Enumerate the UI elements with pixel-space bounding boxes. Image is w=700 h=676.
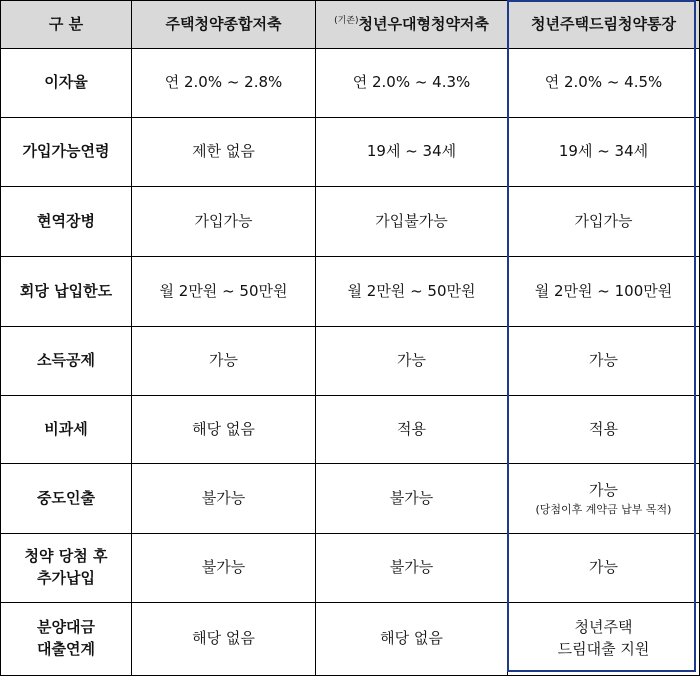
header-col1-label: 주택청약종합저축: [165, 14, 282, 33]
table-cell: 해당 없음: [132, 603, 316, 676]
table-cell: 가입가능: [508, 187, 700, 257]
header-col2-label: 청년우대형청약저축: [358, 14, 489, 33]
header-youth-housing-dream-account: [508, 1, 700, 49]
table-cell: 적용: [508, 396, 700, 464]
table-cell: 가입불가능: [316, 187, 508, 257]
cell-value-line1: 청년주택: [574, 618, 633, 637]
table-cell: 연 2.0% ~ 4.5%: [508, 49, 700, 118]
table-row: [1, 603, 700, 676]
row-label-income-deduction: 소득공제: [1, 327, 132, 396]
row-label-eligible-age: 가입가능연령: [1, 118, 132, 187]
table-row: [1, 534, 700, 603]
row-label-line2: 대출연계: [37, 640, 95, 658]
row-label-payment-limit: 회당 납입한도: [1, 257, 132, 327]
table-row: [1, 187, 700, 257]
row-label-line2: 추가납입: [37, 569, 95, 587]
table-cell: 월 2만원 ~ 50만원: [132, 257, 316, 327]
table-cell: 19세 ~ 34세: [316, 118, 508, 187]
cell-value-line2: 드림대출 지원: [557, 640, 650, 658]
table-cell: 불가능: [132, 464, 316, 534]
table-cell: 가능: [132, 327, 316, 396]
header-category-label: 구 분: [48, 14, 84, 33]
table-cell: 해당 없음: [316, 603, 508, 676]
cell-value: 가능: [589, 480, 618, 499]
table-cell: 가입가능: [132, 187, 316, 257]
table-row: [1, 396, 700, 464]
row-label-tax-exemption: 비과세: [1, 396, 132, 464]
table-cell: 월 2만원 ~ 100만원: [508, 257, 700, 327]
row-label-active-soldiers: 현역장병: [1, 187, 132, 257]
table-row: [1, 118, 700, 187]
header-category: [1, 1, 132, 49]
table-cell: 불가능: [316, 464, 508, 534]
row-label-interest-rate: 이자율: [1, 49, 132, 118]
table-cell: 가능: [316, 327, 508, 396]
table-cell: 연 2.0% ~ 4.3%: [316, 49, 508, 118]
table-row: [1, 464, 700, 534]
row-label-loan-link: [1, 603, 132, 676]
table-cell: [508, 464, 700, 534]
table-cell: 월 2만원 ~ 50만원: [316, 257, 508, 327]
table-cell: [508, 603, 700, 676]
table-cell: 해당 없음: [132, 396, 316, 464]
header-col3-label: 청년주택드림청약통장: [531, 14, 676, 33]
table-row: [1, 327, 700, 396]
table-cell: 불가능: [132, 534, 316, 603]
header-row: [1, 1, 700, 49]
header-housing-subscription-savings: [132, 1, 316, 49]
table-cell: 연 2.0% ~ 2.8%: [132, 49, 316, 118]
table-cell: 불가능: [316, 534, 508, 603]
row-label-line1: 분양대금: [37, 618, 95, 637]
header-col2-prefix: (기존): [334, 15, 359, 26]
table-cell: 가능: [508, 534, 700, 603]
table-cell: 제한 없음: [132, 118, 316, 187]
row-label-additional-payment: [1, 534, 132, 603]
header-youth-preferential-savings: [316, 1, 508, 49]
row-label-line1: 청약 당첨 후: [24, 547, 108, 566]
table-cell: 가능: [508, 327, 700, 396]
table-cell: 19세 ~ 34세: [508, 118, 700, 187]
table-row: [1, 257, 700, 327]
cell-note: (당첨이후 계약금 납부 목적): [535, 502, 672, 516]
row-label-early-withdrawal: 중도인출: [1, 464, 132, 534]
table-row: [1, 49, 700, 118]
table-cell: 적용: [316, 396, 508, 464]
